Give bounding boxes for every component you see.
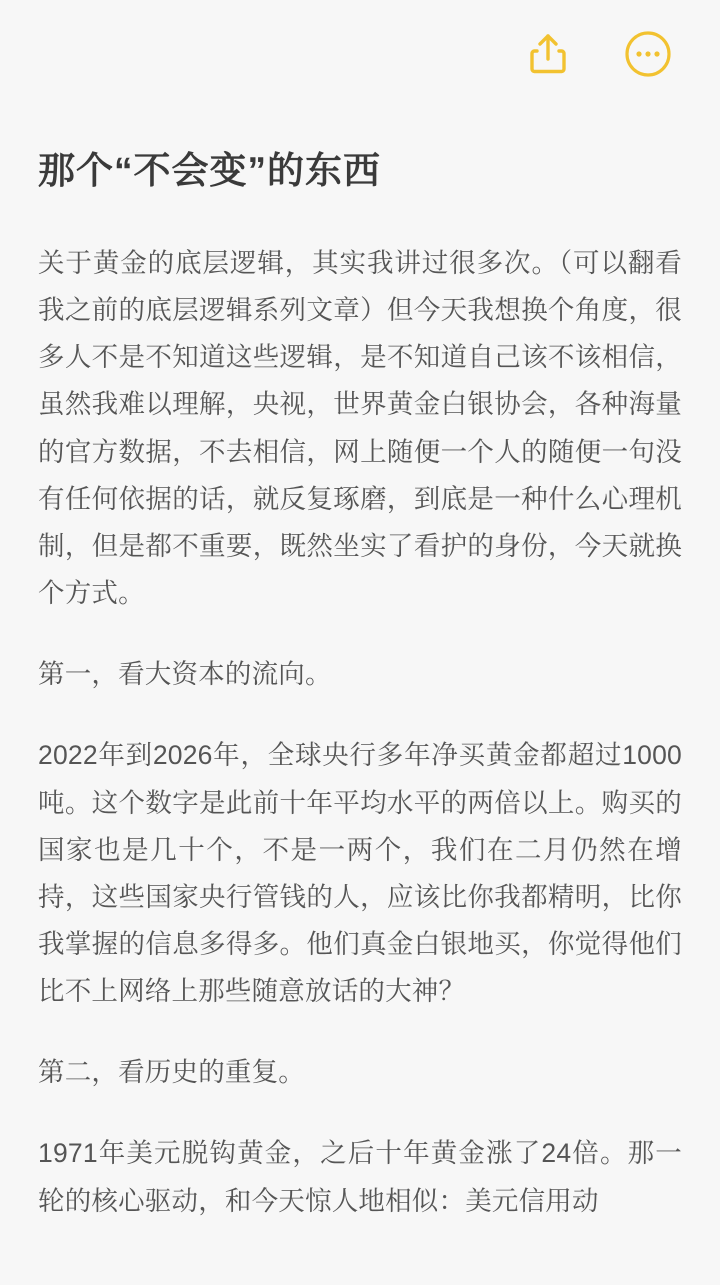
- article-paragraph: 关于黄金的底层逻辑，其实我讲过很多次。（可以翻看我之前的底层逻辑系列文章）但今天我想换个角度，很多人不是不知道这些逻辑，是不知道自己该不该相信，虽然我难以理解，央视，世界黄金白银协会，各种海量的官方数据，不去相信，网上随便一个人的随便一句没有任何依据的话，就反复琢磨，到底是一种什么心理机制，但是都不重要，既然坐实了看护的身份，今天就换个方式。: [38, 247, 682, 609]
- page-title: 那个“不会变”的东西: [38, 150, 381, 191]
- article-paragraph: 第二，看历史的重复。: [38, 1057, 305, 1088]
- share-button[interactable]: [520, 26, 576, 82]
- top-action-bar: [0, 0, 720, 108]
- article-paragraph: 2022年到2026年，全球央行多年净买黄金都超过1000吨。这个数字是此前十年平均水平的两倍以上。购买的国家也是几十个，不是一两个，我们在二月仍然在增持，这些国家央行管钱的人，应该比你我都精明，比你我掌握的信息多得多。他们真金白银地买，你觉得他们比不上网络上那些随意放话的大神？: [38, 740, 682, 1007]
- article-paragraph: 1971年美元脱钩黄金，之后十年黄金涨了24倍。那一轮的核心驱动，和今天惊人地相似：美元信用动: [38, 1138, 682, 1216]
- article-body: [0, 146, 720, 1285]
- article-paragraph: 第一，看大资本的流向。: [38, 659, 332, 690]
- more-options-button[interactable]: [620, 26, 676, 82]
- more-options-icon: [625, 31, 671, 77]
- share-icon: [528, 32, 568, 76]
